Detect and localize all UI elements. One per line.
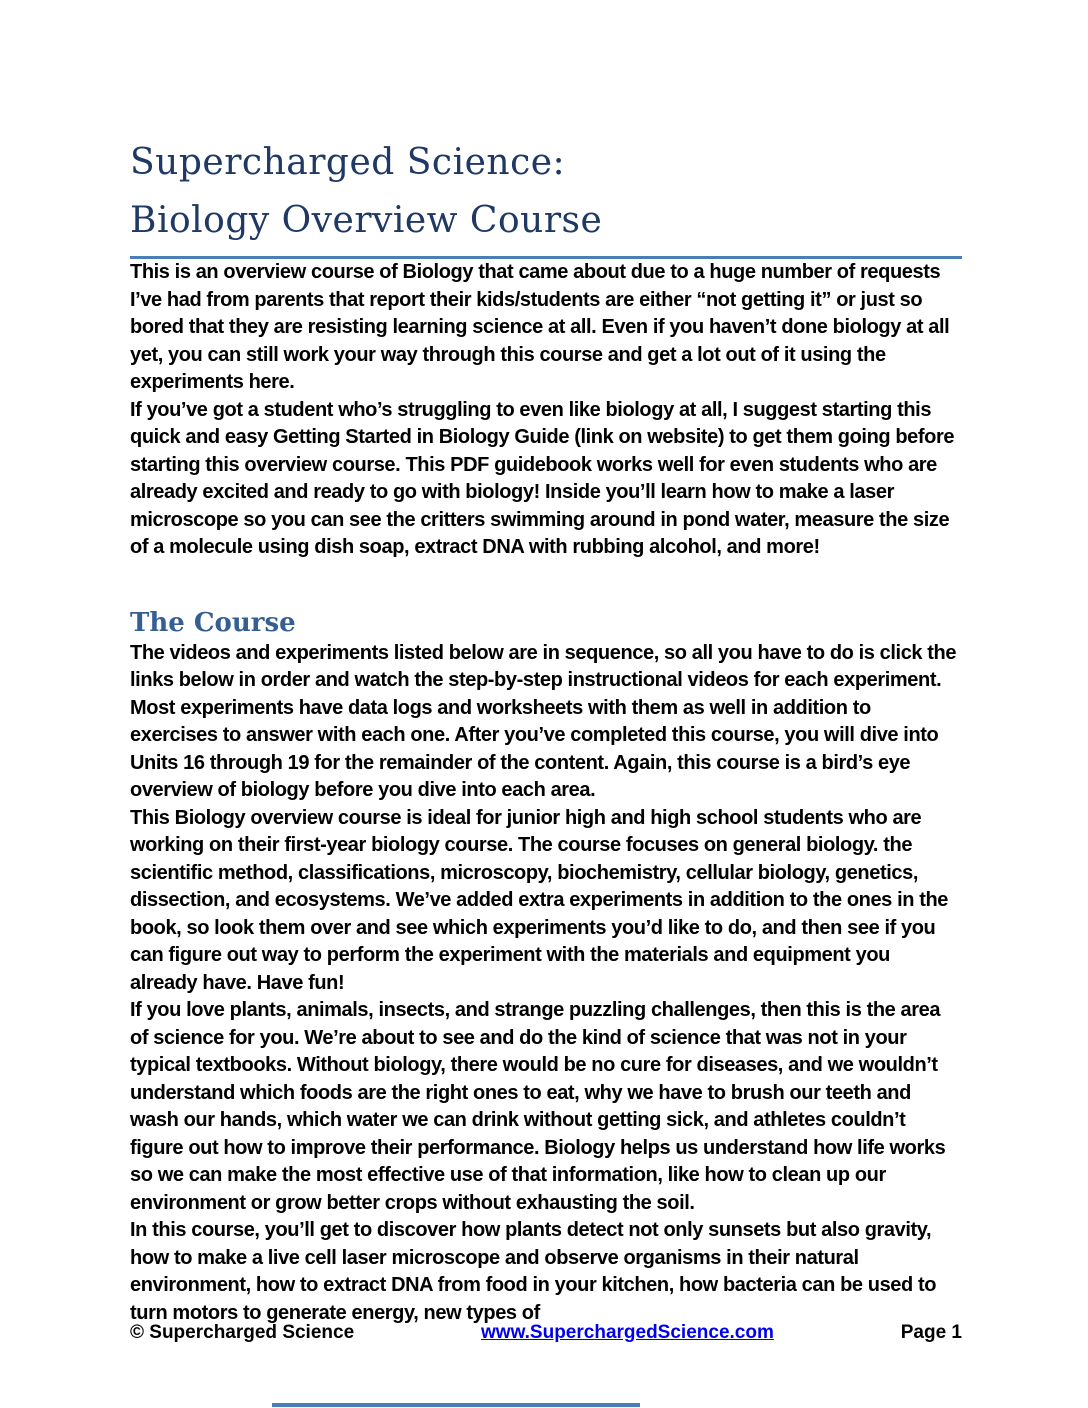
course-paragraph-3: If you love plants, animals, insects, and strange puzzling challenges, then this is the area of science for you. We’re about to see and do the kind of science that was not in your typical textbooks. Without biology, there would be no cure for diseases, and we wouldn’t understand which foods are the right ones to eat, why we have to brush our teeth and wash our hands, which water we can drink without getting sick, and athletes couldn’t figure out how to improve their performance. Biology helps us understand how life works so we can make the most effective use of that information, like how to clean up our environment or grow better crops without exhausting the soil. [130, 999, 946, 1214]
title-block [130, 0, 962, 259]
document-content [130, 0, 962, 1327]
intro-paragraph-1: This is an overview course of Biology that came about due to a huge number of requests I’ve had from parents that report their kids/students are either “not getting it” or just so bored that they are resisting learning science at all. Even if you haven’t done biology at all yet, you can still work your way through this course and get a lot out of it using the experiments here. [130, 261, 950, 393]
intro-paragraph-2: If you’ve got a student who’s struggling to even like biology at all, I suggest starting this quick and easy Getting Started in Biology Guide (link on website) to get them going before starting this overview course. This PDF guidebook works well for even students who are already excited and ready to go with biology! Inside you’ll learn how to make a laser microscope so you can see the critters swimming around in pond water, measure the size of a molecule using dish soap, extract DNA with rubbing alcohol, and more! [130, 398, 955, 558]
course-paragraph-4: In this course, you’ll get to discover how plants detect not only sunsets but also gravity, how to make a live cell laser microscope and observe organisms in their natural environment, how to extract DNA from food in your kitchen, how bacteria can be used to turn motors to generate energy, new types of [130, 1219, 937, 1324]
footer-page-number: Page 1 [900, 1322, 962, 1343]
page-footer [130, 1322, 962, 1344]
footer-copyright: © Supercharged Science [130, 1322, 355, 1343]
section-heading-the-course: The Course [130, 607, 296, 638]
course-paragraph-1: The videos and experiments listed below are in sequence, so all you have to do is click the links below in order and watch the step-by-step instructional videos for each experiment. Most experiments have data logs and worksheets with them as well in addition to exercises to answer with each one. After you’ve completed this course, you will dive into Units 16 through 19 for the remainder of the content. Again, this course is a bird’s eye overview of biology before you dive into each area. [130, 641, 957, 801]
document-title-line-1: Supercharged Science: [130, 142, 566, 183]
bottom-page-rule [272, 1403, 640, 1407]
course-paragraph-2: This Biology overview course is ideal for junior high and high school students who are working on their first-year biology course. The course focuses on general biology. the scientific method, classifications, microscopy, biochemistry, cellular biology, genetics, dissection, and ecosystems. We’ve added extra experiments in addition to the ones in the book, so look them over and see which experiments you’d like to do, and then see if you can figure out way to perform the experiment with the materials and equipment you already have. Have fun! [130, 806, 948, 994]
footer-website-link[interactable]: www.SuperchargedScience.com [481, 1322, 774, 1343]
document-title-line-2: Biology Overview Course [130, 200, 603, 241]
